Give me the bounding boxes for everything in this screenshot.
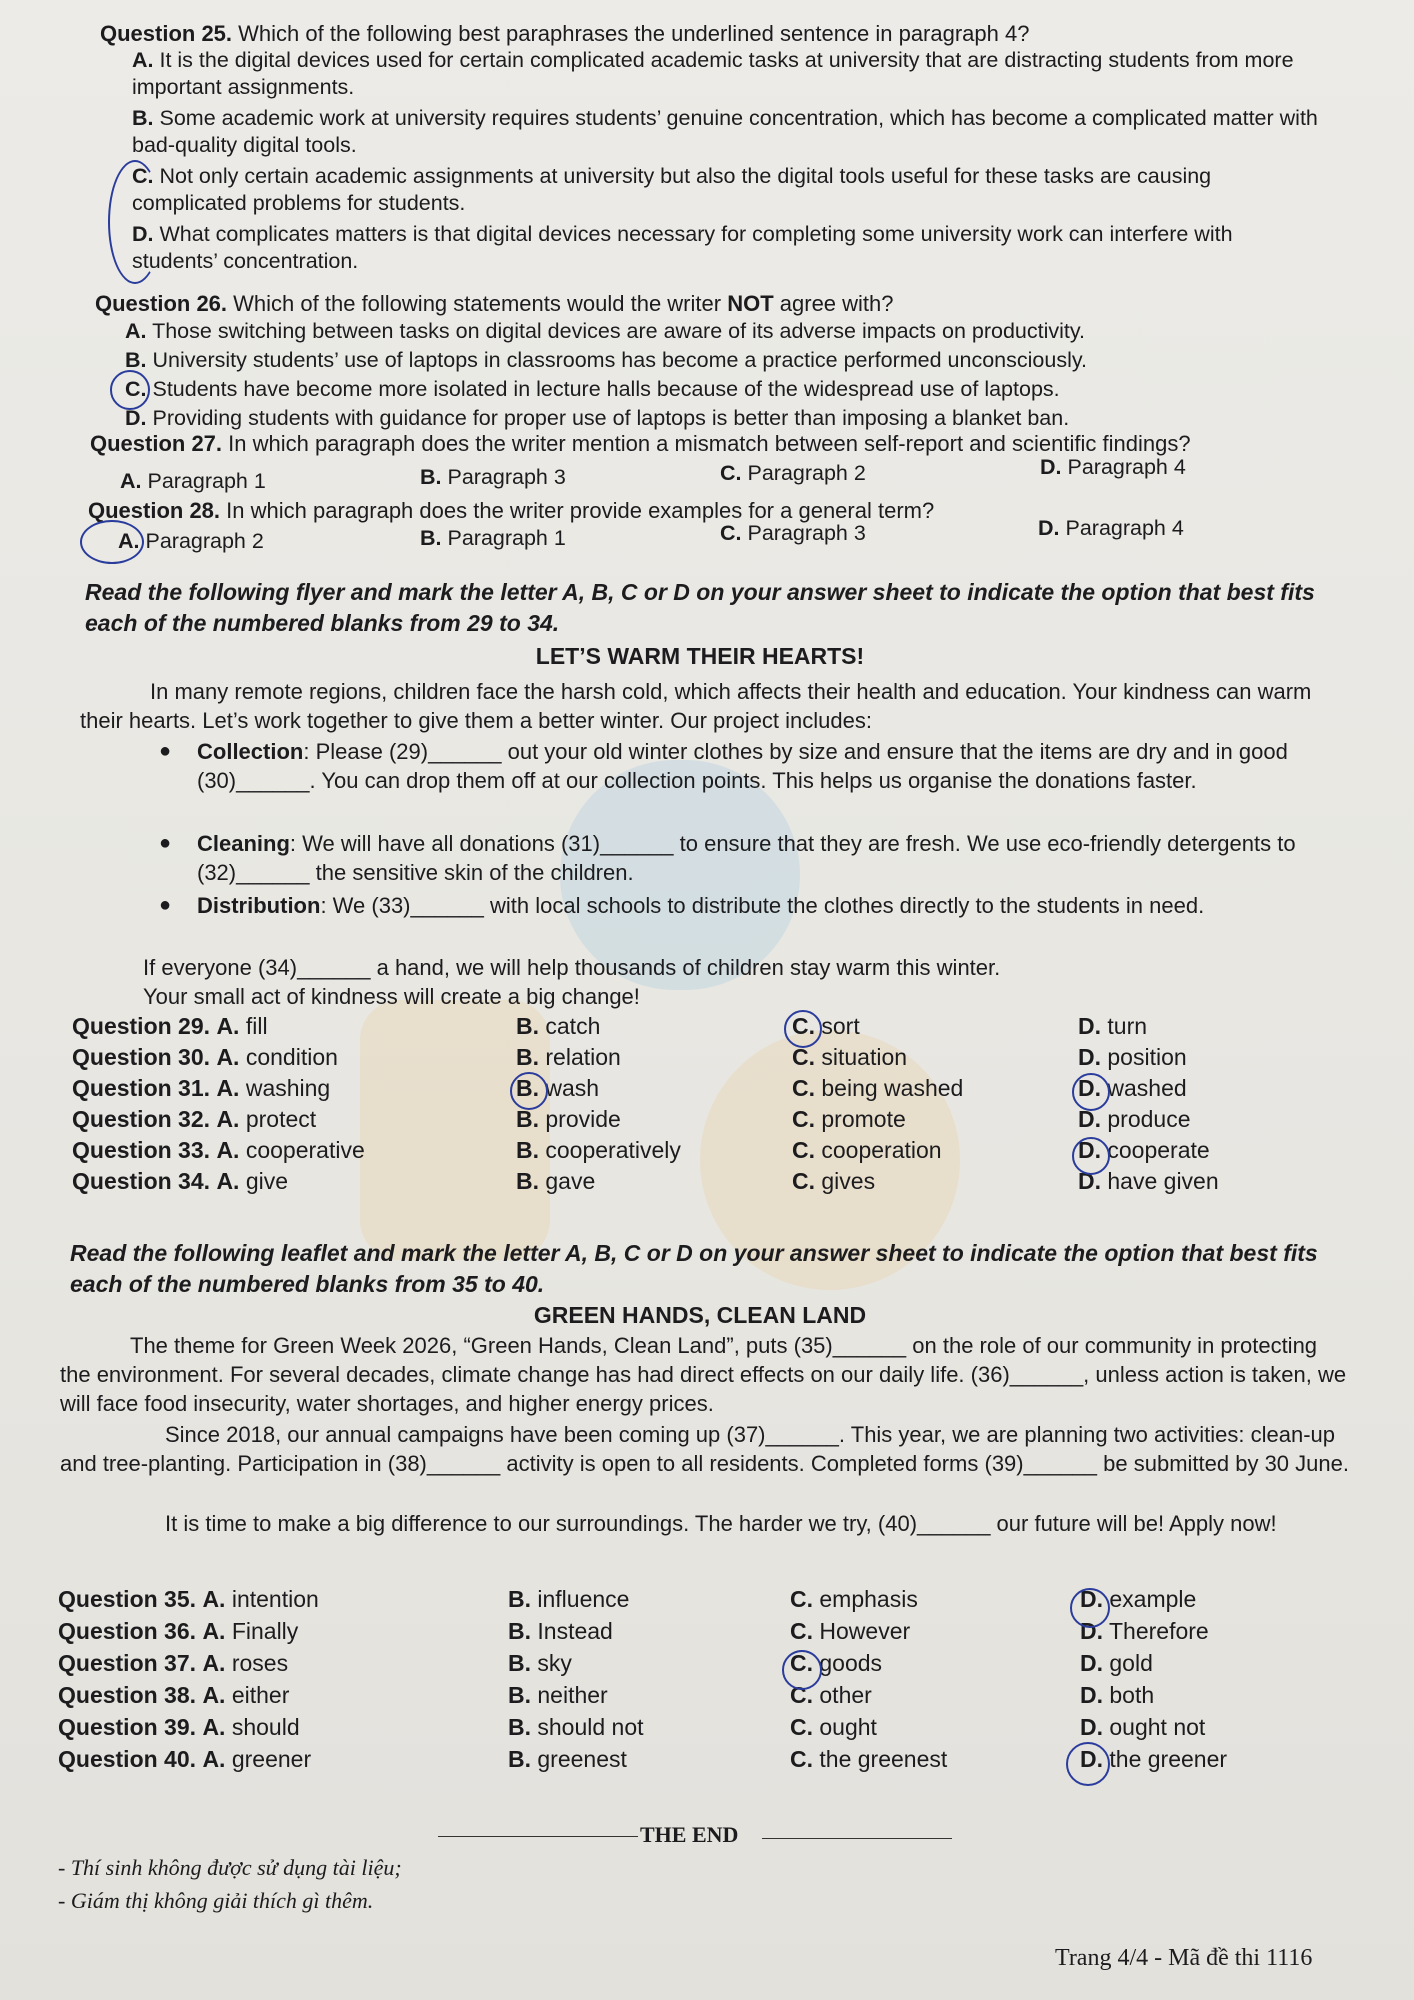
q26-option-a: A. Those switching between tasks on digital devices are aware of its adverse impacts on productivity. — [125, 319, 1086, 343]
bullet-icon: ● — [159, 740, 172, 762]
q26-option-d: D. Providing students with guidance for proper use of laptops is better than imposing a blanket ban. — [125, 406, 1070, 430]
leaflet-paragraph-2: Since 2018, our annual campaigns have been coming up (37)______. This year, we are planning two activities: clean-up and tree-planting. Participation in (38)______ activity is open to all residents. Completed forms (39)______ be submitted by 30 June. — [60, 1422, 1349, 1476]
grid-row: Question 31. A. washing B. wash C. being washed D. washed — [72, 1075, 1187, 1101]
question-25 — [100, 20, 1029, 47]
q25-option-d: D. What complicates matters is that digital devices necessary for completing some university work can interfere with students’ concentration. — [132, 222, 1233, 273]
grid-row: Question 38. A. either B. neither C. other D. both — [58, 1682, 1155, 1708]
leaflet-title: GREEN HANDS, CLEAN LAND — [533, 1302, 867, 1328]
flyer-closing-2: Your small act of kindness will create a big change! — [143, 984, 640, 1009]
end-rule-left — [438, 1836, 638, 1837]
q28-option-c: C. Paragraph 3 — [720, 521, 866, 545]
pen-mark-circle — [1066, 1742, 1110, 1786]
q27-option-a: A. Paragraph 1 — [120, 469, 266, 493]
flyer-item-distribution: ● Distribution: We (33)______ with local schools to distribute the clothes directly to the students in need. — [159, 893, 1205, 918]
answer-grid-35-40 — [0, 1586, 1414, 1786]
q25-option-a: A. It is the digital devices used for certain complicated academic tasks at university that are distracting students from more important assignments. — [132, 48, 1294, 99]
bullet-icon: ● — [159, 894, 172, 916]
grid-row: Question 29. A. fill B. catch C. sort D. turn — [72, 1013, 1148, 1039]
page-footer: Trang 4/4 - Mã đề thi 1116 — [1055, 1945, 1313, 1971]
q25-option-b: B. Some academic work at university requires students’ genuine concentration, which has become a complicated matter with bad-quality digital tools. — [132, 106, 1318, 157]
flyer-title-wrap — [0, 643, 1400, 670]
q27-option-b: B. Paragraph 3 — [420, 465, 566, 489]
grid-row: Question 34. A. give B. gave C. gives D. have given — [72, 1168, 1219, 1194]
question-28: Question 28. In which paragraph does the writer provide examples for a general term? — [88, 498, 935, 523]
flyer-item-cleaning: ● Cleaning: We will have all donations (31)______ to ensure that they are fresh. We use eco-friendly detergents to (32)______ the sensitive skin of the children. — [159, 831, 1296, 885]
pen-mark-circle — [108, 160, 162, 284]
leaflet-paragraph-3: It is time to make a big difference to our surroundings. The harder we try, (40)______ our future will be! Apply now! — [165, 1511, 1277, 1536]
leaflet-instruction: Read the following leaflet and mark the letter A, B, C or D on your answer sheet to indicate the option that best fits each of the numbered blanks from 35 to 40. — [70, 1240, 1318, 1297]
leaflet-paragraph-1: The theme for Green Week 2026, “Green Hands, Clean Land”, puts (35)______ on the role of our community in protecting the environment. For several decades, climate change has had direct effects on our daily life. (36)______, unless action is taken, we will face food insecurity, water shortages, and higher energy prices. — [60, 1333, 1347, 1416]
pen-mark-circle — [110, 370, 150, 410]
q28-option-d: D. Paragraph 4 — [1038, 516, 1184, 540]
q28-option-a: A. Paragraph 2 — [118, 529, 264, 553]
q26-option-b: B. University students’ use of laptops in classrooms has become a practice performed unconsciously. — [125, 348, 1087, 372]
pen-mark-circle — [1070, 1588, 1110, 1628]
grid-row: Question 32. A. protect B. provide C. promote D. produce — [72, 1106, 1191, 1132]
pen-mark-circle — [782, 1650, 822, 1690]
grid-row: Question 39. A. should B. should not C. ought D. ought not — [58, 1714, 1206, 1740]
grid-row: Question 30. A. condition B. relation C. situation D. position — [72, 1044, 1187, 1070]
pen-mark-circle — [510, 1072, 548, 1110]
flyer-instruction: Read the following flyer and mark the letter A, B, C or D on your answer sheet to indicate the option that best fits each of the numbered blanks from 29 to 34. — [85, 579, 1315, 636]
question-label: Question 25. — [100, 21, 233, 46]
grid-row: Question 36. A. Finally B. Instead C. However D. Therefore — [58, 1618, 1209, 1644]
q27-option-d: D. Paragraph 4 — [1040, 455, 1186, 479]
question-text: Which of the following best paraphrases the underlined sentence in paragraph 4? — [238, 21, 1030, 46]
question-26: Question 26. Which of the following statements would the writer NOT agree with? — [95, 291, 894, 316]
bullet-icon: ● — [159, 832, 172, 854]
flyer-item-collection: ● Collection: Please (29)______ out your old winter clothes by size and ensure that the items are dry and in good (30)______. You can drop them off at our collection points. This helps us organise the donations faster. — [159, 739, 1288, 793]
end-rule-right — [762, 1838, 952, 1839]
flyer-intro: In many remote regions, children face the harsh cold, which affects their health and education. Your kindness can warm their hearts. Let’s work together to give them a better winter. Our project includes: — [80, 679, 1312, 733]
pen-mark-circle — [1072, 1137, 1110, 1175]
pen-mark-circle — [1072, 1073, 1110, 1111]
q28-option-b: B. Paragraph 1 — [420, 526, 566, 550]
pen-mark-circle — [80, 520, 144, 564]
note-2: - Giám thị không giải thích gì thêm. — [58, 1888, 374, 1913]
answer-grid-29-34 — [0, 1013, 1414, 1213]
note-1: - Thí sinh không được sử dụng tài liệu; — [58, 1855, 402, 1880]
grid-row: Question 35. A. intention B. influence C. emphasis D. example — [58, 1586, 1197, 1612]
grid-row: Question 40. A. greener B. greenest C. the greenest D. the greener — [58, 1746, 1228, 1772]
flyer-title: LET’S WARM THEIR HEARTS! — [535, 643, 865, 669]
q25-option-c: C. Not only certain academic assignments at university but also the digital tools useful for these tasks are causing complicated problems for students. — [132, 164, 1212, 215]
leaflet-title-wrap — [0, 1302, 1400, 1329]
grid-row: Question 37. A. roses B. sky C. goods D. gold — [58, 1650, 1153, 1676]
pen-mark-circle — [784, 1010, 822, 1048]
grid-row: Question 33. A. cooperative B. cooperatively C. cooperation D. cooperate — [72, 1137, 1210, 1163]
question-27: Question 27. In which paragraph does the writer mention a mismatch between self-report and scientific findings? — [90, 431, 1191, 456]
q26-option-c: C. Students have become more isolated in lecture halls because of the widespread use of laptops. — [125, 377, 1060, 401]
flyer-closing-1: If everyone (34)______ a hand, we will help thousands of children stay warm this winter. — [143, 955, 1001, 980]
q27-option-c: C. Paragraph 2 — [720, 461, 866, 485]
end-label: THE END — [640, 1822, 739, 1847]
